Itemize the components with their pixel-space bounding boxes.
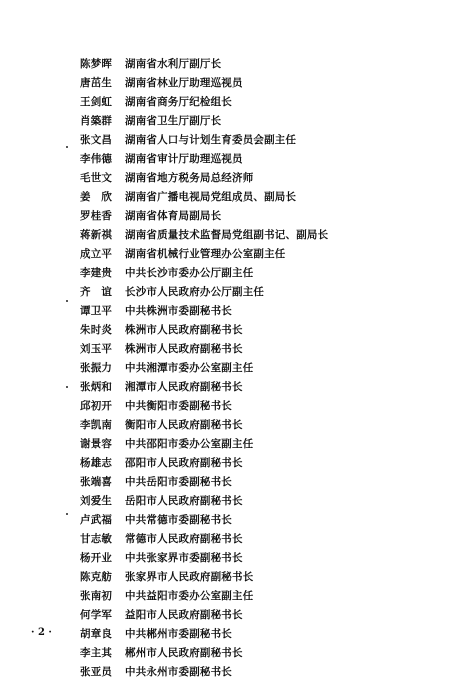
position-title: 中共衡阳市委副秘书长 [125,400,232,412]
position-title: 湘潭市人民政府副秘书长 [125,381,243,393]
page-number: · 2 · [31,627,52,638]
person-name: 张振力 [80,362,113,374]
list-item [80,435,420,454]
list-item [80,473,420,492]
person-name: 陈梦晖 [80,58,113,70]
position-title: 湖南省机械行业管理办公室副主任 [125,248,286,260]
list-item [80,169,420,188]
person-name: 胡章良 [80,628,113,640]
person-name: 谭卫平 [80,305,113,317]
position-title: 中共常德市委副秘书长 [125,514,232,526]
position-title: 湖南省林业厅助理巡视员 [125,77,243,89]
person-name: 毛世文 [80,172,113,184]
position-title: 郴州市人民政府副秘书长 [125,647,243,659]
position-title: 湖南省广播电视局党组成员、副局长 [125,191,297,203]
position-title: 岳阳市人民政府副秘书长 [125,495,243,507]
person-name: 甘志敏 [80,533,113,545]
position-title: 中共益阳市委办公室副主任 [125,590,254,602]
person-name: 谢景容 [80,438,113,450]
position-title: 湖南省审计厅助理巡视员 [125,153,243,165]
person-name: 杨雄志 [80,457,113,469]
position-title: 常德市人民政府副秘书长 [125,533,243,545]
list-item [80,587,420,606]
list-item [80,188,420,207]
person-name: 何学军 [80,609,113,621]
position-title: 株洲市人民政府副秘书长 [125,324,243,336]
position-title: 湖南省卫生厅副厅长 [125,115,222,127]
person-name: 李凯南 [80,419,113,431]
person-name: 张端喜 [80,476,113,488]
position-title: 中共湘潭市委办公室副主任 [125,362,254,374]
list-item [80,549,420,568]
person-name: 刘玉平 [80,343,113,355]
person-name: 肖築群 [80,115,113,127]
person-name: 张文昌 [80,134,113,146]
person-name: 齐 谊 [80,286,113,298]
person-name: 李主其 [80,647,113,659]
scan-speck [66,300,68,302]
person-name: 蒋新祺 [80,229,113,241]
list-item [80,74,420,93]
list-item [80,245,420,264]
position-title: 中共郴州市委副秘书长 [125,628,232,640]
list-item [80,283,420,302]
position-title: 中共永州市委副秘书长 [125,666,232,678]
list-item [80,454,420,473]
position-title: 湖南省地方税务局总经济师 [125,172,254,184]
position-title: 湖南省质量技术监督局党组副书记、副局长 [125,229,329,241]
position-title: 湖南省人口与计划生育委员会副主任 [125,134,297,146]
person-name: 王剑虹 [80,96,113,108]
appointment-list [80,55,420,682]
position-title: 中共邵阳市委办公室副主任 [125,438,254,450]
person-name: 李伟德 [80,153,113,165]
person-name: 张南初 [80,590,113,602]
person-name: 张亚员 [80,666,113,678]
list-item [80,359,420,378]
list-item [80,93,420,112]
person-name: 刘爱生 [80,495,113,507]
list-item [80,131,420,150]
list-item [80,150,420,169]
list-item [80,207,420,226]
person-name: 成立平 [80,248,113,260]
list-item [80,625,420,644]
position-title: 衡阳市人民政府副秘书长 [125,419,243,431]
position-title: 中共岳阳市委副秘书长 [125,476,232,488]
list-item [80,340,420,359]
list-item [80,663,420,682]
list-item [80,112,420,131]
position-title: 益阳市人民政府副秘书长 [125,609,243,621]
person-name: 姜 欣 [80,191,113,203]
position-title: 中共株洲市委副秘书长 [125,305,232,317]
position-title: 株洲市人民政府副秘书长 [125,343,243,355]
person-name: 张炳和 [80,381,113,393]
position-title: 湖南省商务厅纪检组长 [125,96,232,108]
list-item [80,321,420,340]
person-name: 朱时炎 [80,324,113,336]
list-item [80,511,420,530]
list-item [80,492,420,511]
list-item [80,302,420,321]
position-title: 中共张家界市委副秘书长 [125,552,243,564]
position-title: 长沙市人民政府办公厅副主任 [125,286,265,298]
list-item [80,568,420,587]
position-title: 湖南省水利厅副厅长 [125,58,222,70]
position-title: 湖南省体育局副局长 [125,210,222,222]
position-title: 邵阳市人民政府副秘书长 [125,457,243,469]
scan-speck [66,513,68,515]
list-item [80,226,420,245]
list-item [80,378,420,397]
person-name: 卢武福 [80,514,113,526]
person-name: 罗桂香 [80,210,113,222]
list-item [80,644,420,663]
scan-speck [66,146,68,148]
list-item [80,55,420,74]
list-item [80,416,420,435]
list-item [80,530,420,549]
person-name: 陈克舫 [80,571,113,583]
person-name: 邱初开 [80,400,113,412]
person-name: 唐茁生 [80,77,113,89]
scan-speck [66,386,68,388]
list-item [80,264,420,283]
list-item [80,397,420,416]
person-name: 李建贵 [80,267,113,279]
position-title: 中共长沙市委办公厅副主任 [125,267,254,279]
person-name: 杨开业 [80,552,113,564]
list-item [80,606,420,625]
position-title: 张家界市人民政府副秘书长 [125,571,254,583]
